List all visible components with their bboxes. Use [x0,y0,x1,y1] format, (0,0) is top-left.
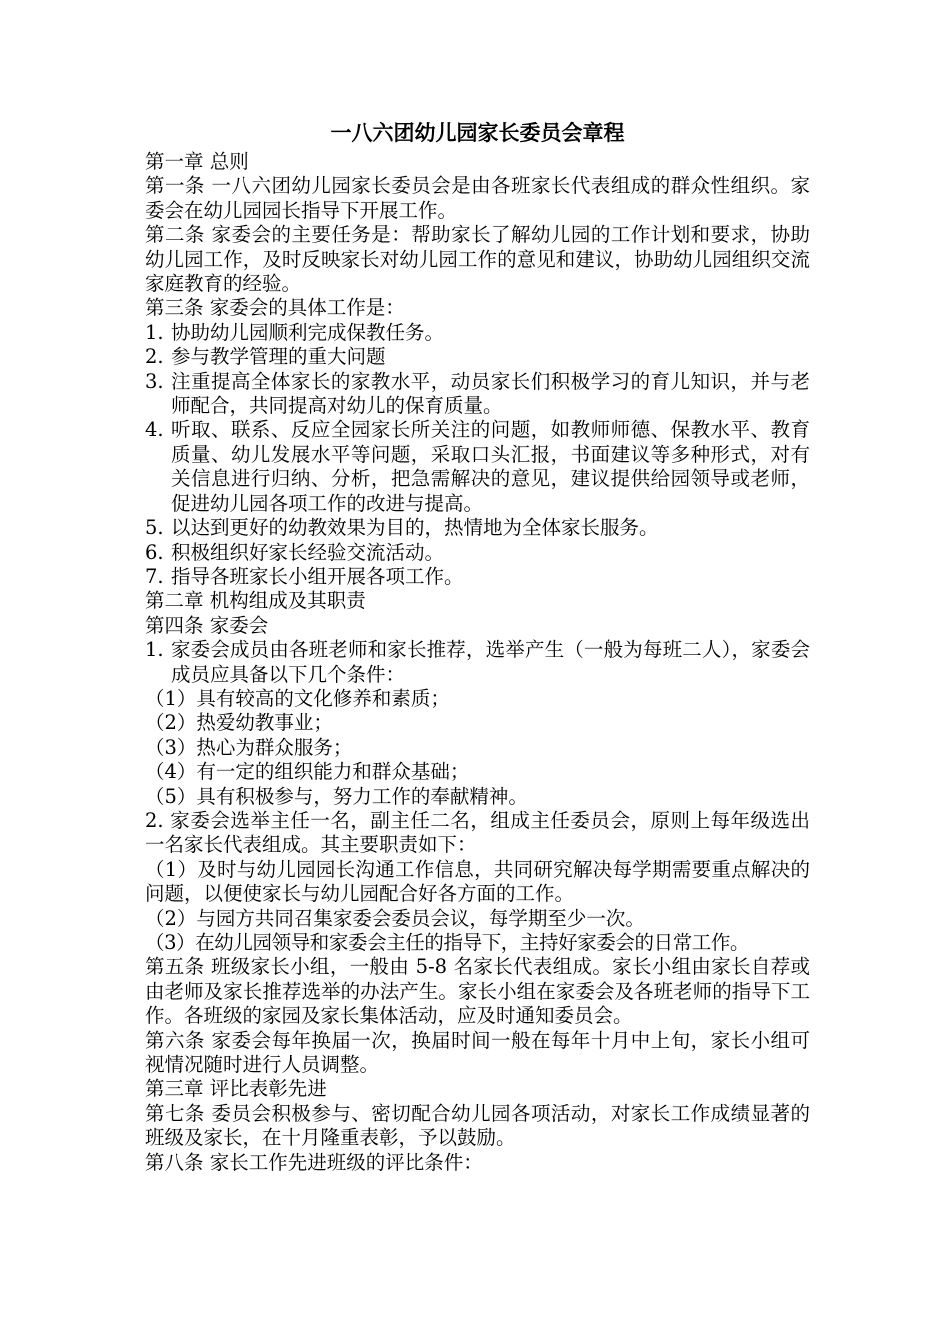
list-item: （3）热心为群众服务； [145,735,353,759]
member-conditions-list [145,687,810,809]
list-item: 6. 积极组织好家长经验交流活动。 [145,540,445,564]
article-6: 第六条 家委会每年换届一次，换届时间一般在每年十月中上旬，家长小组可视情况随时进行人员调整。 [145,1028,810,1077]
list-item: （3）在幼儿园领导和家委会主任的指导下，主持好家委会的日常工作。 [145,931,750,954]
list-item: （5）具有积极参与，努力工作的奉献精神。 [145,784,528,808]
article-3-list [145,321,810,589]
list-item: 5. 以达到更好的幼教效果为目的，热情地为全体家长服务。 [145,516,659,540]
document-page [145,118,810,1175]
list-item: 1. 协助幼儿园顺利完成保教任务。 [145,320,445,344]
article-4-item-1: 1. 家委会成员由各班老师和家长推荐，选举产生（一般为每班二人），家委会成员应具备以下几个条件： [145,638,810,686]
committee-duties-list [145,858,810,956]
chapter-1-heading: 第一章 总则 [145,150,249,173]
article-4-item-2: 2. 家委会选举主任一名，副主任二名，组成主任委员会，原则上每年级选出一名家长代表组成。其主要职责如下： [145,808,810,857]
article-5: 第五条 班级家长小组，一般由 5-8 名家长代表组成。家长小组由家长自荐或由老师及家长推荐选举的办法产生。家长小组在家委会及各班老师的指导下工作。各班级的家园及家长集体活动，应及时通知委员会。 [145,955,810,1028]
article-3: 第三条 家委会的具体工作是： [145,296,405,320]
article-8: 第八条 家长工作先进班级的评比条件： [145,1150,483,1174]
list-item: 4. 听取、联系、反应全园家长所关注的问题，如教师师德、保教水平、教育质量、幼儿发展水平等问题，采取口头汇报，书面建议等多种形式，对有关信息进行归纳、分析，把急需解决的意见，建议提供给园领导或老师，促进幼儿园各项工作的改进与提高。 [145,418,810,515]
list-item: 3. 注重提高全体家长的家教水平，动员家长们积极学习的育儿知识，并与老师配合，共同提高对幼儿的保育质量。 [145,369,810,418]
list-item: （1）及时与幼儿园园长沟通工作信息，共同研究解决每学期需要重点解决的问题，以便使家长与幼儿园配合好各方面的工作。 [145,857,810,906]
list-item: 2. 参与教学管理的重大问题 [145,345,386,369]
list-item: （2）与园方共同召集家委会委员会议，每学期至少一次。 [145,906,645,930]
chapter-3-heading: 第三章 评比表彰先进 [145,1077,327,1101]
article-4: 第四条 家委会 [145,613,269,637]
list-item: （1）具有较高的文化修养和素质； [145,686,450,710]
list-item: （4）有一定的组织能力和群众基础； [145,760,470,784]
list-item: （2）热爱幼教事业； [145,711,333,735]
article-1: 第一条 一八六团幼儿园家长委员会是由各班家长代表组成的群众性组织。家委会在幼儿园园长指导下开展工作。 [145,174,810,222]
document-title: 一八六团幼儿园家长委员会章程 [330,120,625,145]
article-7: 第七条 委员会积极参与、密切配合幼儿园各项活动，对家长工作成绩显著的班级及家长，在十月隆重表彰，予以鼓励。 [145,1101,810,1150]
list-item: 7. 指导各班家长小组开展各项工作。 [145,564,464,588]
article-2: 第二条 家委会的主要任务是：帮助家长了解幼儿园的工作计划和要求，协助幼儿园工作，及时反映家长对幼儿园工作的意见和建议，协助幼儿园组织交流家庭教育的经验。 [145,223,810,296]
chapter-2-heading: 第二章 机构组成及其职责 [145,589,366,613]
